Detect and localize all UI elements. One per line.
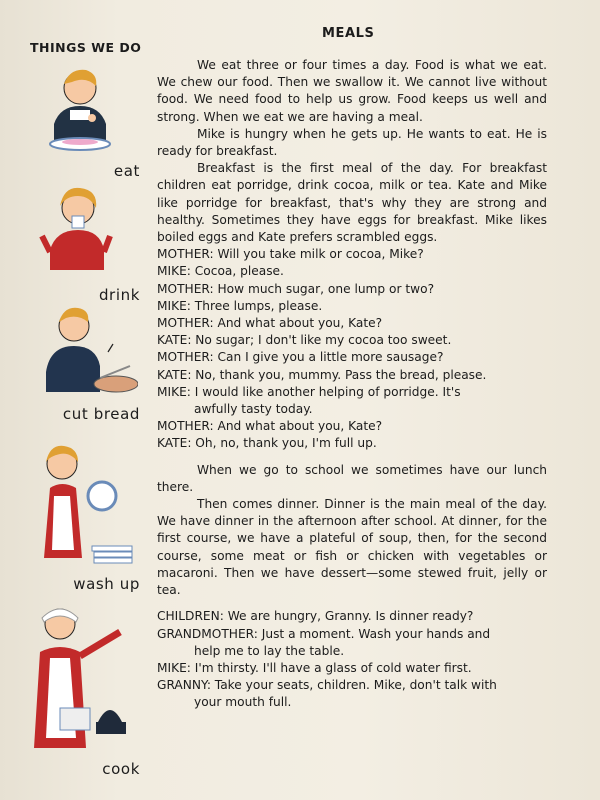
paragraph (157, 160, 547, 246)
dialogue-line (157, 384, 547, 418)
dialogue-line (157, 435, 547, 452)
dialogue-line (157, 367, 547, 384)
block-text: MIKE: I would like another helping of porridge. It's (157, 384, 461, 399)
block-text: KATE: No, thank you, mummy. Pass the bread, please. (157, 367, 487, 382)
block-text: KATE: Oh, no, thank you, I'm full up. (157, 436, 377, 451)
block-text: MOTHER: Can I give you a little more sausage? (157, 350, 444, 365)
cook-illustration (20, 598, 138, 758)
block-text: MOTHER: And what about you, Kate? (157, 419, 383, 434)
dialogue-line (157, 281, 547, 298)
dialogue-continuation: help me to lay the table. (194, 643, 345, 658)
dialogue-line (157, 263, 547, 280)
dialogue-line (157, 298, 547, 315)
block-text: MOTHER: Will you take milk or cocoa, Mike? (157, 247, 424, 262)
dialogue-line (157, 418, 547, 435)
caption-cut-bread: cut bread (62, 405, 140, 423)
caption-eat: eat (113, 162, 140, 180)
block-text: GRANDMOTHER: Just a moment. Wash your hands and (157, 626, 491, 641)
caption-drink: drink (98, 286, 140, 304)
block-text: Breakfast is the first meal of the day. For breakfast children eat porridge, drink cocoa, milk or tea. Kate and Mike like porridge for breakfast, that's why they are strong and healthy. Sometimes they have eggs for breakfast. Mike likes boiled eggs and Kate prefers scrambled eggs. (157, 161, 547, 245)
paragraph (157, 57, 547, 126)
dialogue-line (157, 349, 547, 366)
block-text: When we go to school we sometimes have our lunch there. (157, 462, 547, 494)
page-title: MEALS (322, 26, 375, 41)
block-text: Then comes dinner. Dinner is the main meal of the day. We have dinner in the afternoon after school. At dinner, for the first course, we have a plateful of soup, then, for the second course, some meat or fish or chicken with vegetables or macaroni. Then we have dessert—some stewed fruit, jelly or tea. (157, 497, 547, 598)
dialogue-continuation: your mouth full. (194, 695, 292, 710)
dialogue-line (157, 626, 547, 660)
paragraph-gap (157, 453, 547, 462)
dialogue-line (157, 332, 547, 349)
block-text: GRANNY: Take your seats, children. Mike, don't talk with (157, 678, 497, 693)
cut-bread-illustration (20, 300, 138, 400)
dialogue-line (157, 246, 547, 263)
dialogue-continuation: awfully tasty today. (194, 402, 313, 417)
paragraph (157, 126, 547, 160)
dialogue-line (157, 677, 547, 711)
paragraph-gap (157, 599, 547, 608)
article-text (157, 57, 547, 712)
block-text: MIKE: I'm thirsty. I'll have a glass of cold water first. (157, 660, 472, 675)
block-text: MOTHER: And what about you, Kate? (157, 316, 383, 331)
wash-up-illustration (20, 438, 138, 568)
eat-illustration (20, 62, 138, 162)
caption-wash-up: wash up (73, 575, 140, 593)
block-text: MIKE: Three lumps, please. (157, 298, 323, 313)
block-text: CHILDREN: We are hungry, Granny. Is dinner ready? (157, 609, 474, 624)
block-text: We eat three or four times a day. Food is what we eat. We chew our food. Then we swallow it. We cannot live without food. We need food to help us grow. Food keeps us well and strong. When we eat we are having a meal. (157, 58, 547, 124)
dialogue-line (157, 608, 547, 625)
dialogue-line (157, 315, 547, 332)
drink-illustration (20, 180, 138, 280)
block-text: MIKE: Cocoa, please. (157, 264, 284, 279)
paragraph (157, 462, 547, 496)
caption-cook: cook (102, 760, 140, 778)
paragraph (157, 496, 547, 599)
dialogue-line (157, 660, 547, 677)
sidebar-title: THINGS WE DO (30, 40, 142, 55)
block-text: MOTHER: How much sugar, one lump or two? (157, 281, 435, 296)
block-text: KATE: No sugar; I don't like my cocoa too sweet. (157, 333, 452, 348)
block-text: Mike is hungry when he gets up. He wants to eat. He is ready for breakfast. (157, 126, 547, 159)
